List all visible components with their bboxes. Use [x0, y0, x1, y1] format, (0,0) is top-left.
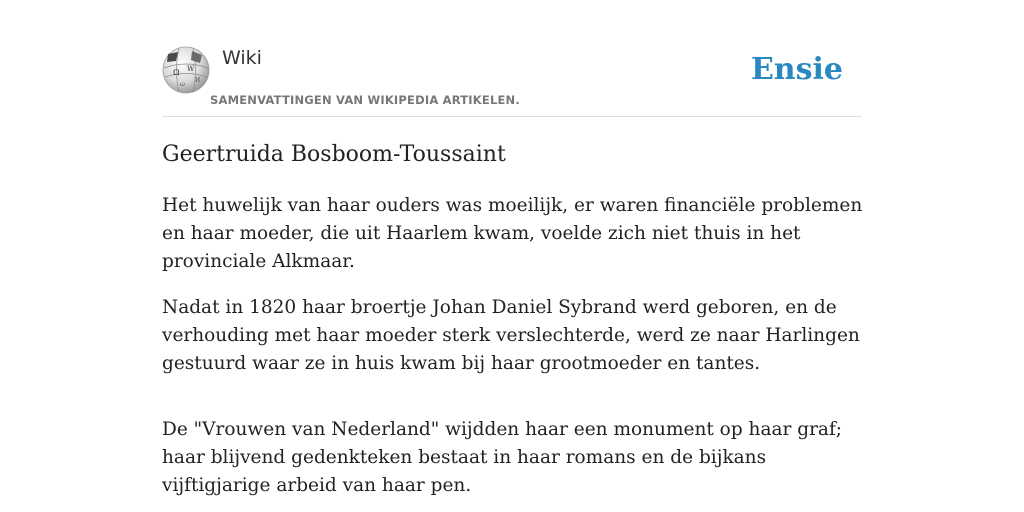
- svg-text:Ω: Ω: [173, 68, 180, 77]
- article-paragraph: Het huwelijk van haar ouders was moeilijk, er waren financiële problemen en haar moeder, die uit Haarlem kwam, voelde zich niet thuis in het provinciale Alkmaar.: [162, 195, 863, 272]
- ensie-logo-link[interactable]: Ensie: [750, 52, 843, 87]
- article-body: [162, 192, 867, 512]
- svg-text:W: W: [187, 65, 195, 73]
- article-title: Geertruida Bosboom-Toussaint: [162, 142, 506, 167]
- site-name-link[interactable]: Wiki: [222, 47, 262, 69]
- svg-text:ω: ω: [180, 81, 185, 88]
- svg-text:И: И: [195, 77, 201, 84]
- article-paragraph: De "Vrouwen van Nederland" wijdden haar een monument op haar graf; haar blijvend gedenkteken bestaat in haar romans en de bijkans vijftigjarige arbeid van haar pen.: [162, 419, 843, 496]
- article-paragraph: Nadat in 1820 haar broertje Johan Daniel Sybrand werd geboren, en de verhouding met haar moeder sterk verslechterde, werd ze naar Harlingen gestuurd waar ze in huis kwam bij haar grootmoeder en tantes.: [162, 297, 860, 374]
- site-tagline: SAMENVATTINGEN VAN WIKIPEDIA ARTIKELEN.: [210, 93, 520, 107]
- site-header: [162, 40, 862, 117]
- wikipedia-globe-icon[interactable]: [162, 46, 210, 94]
